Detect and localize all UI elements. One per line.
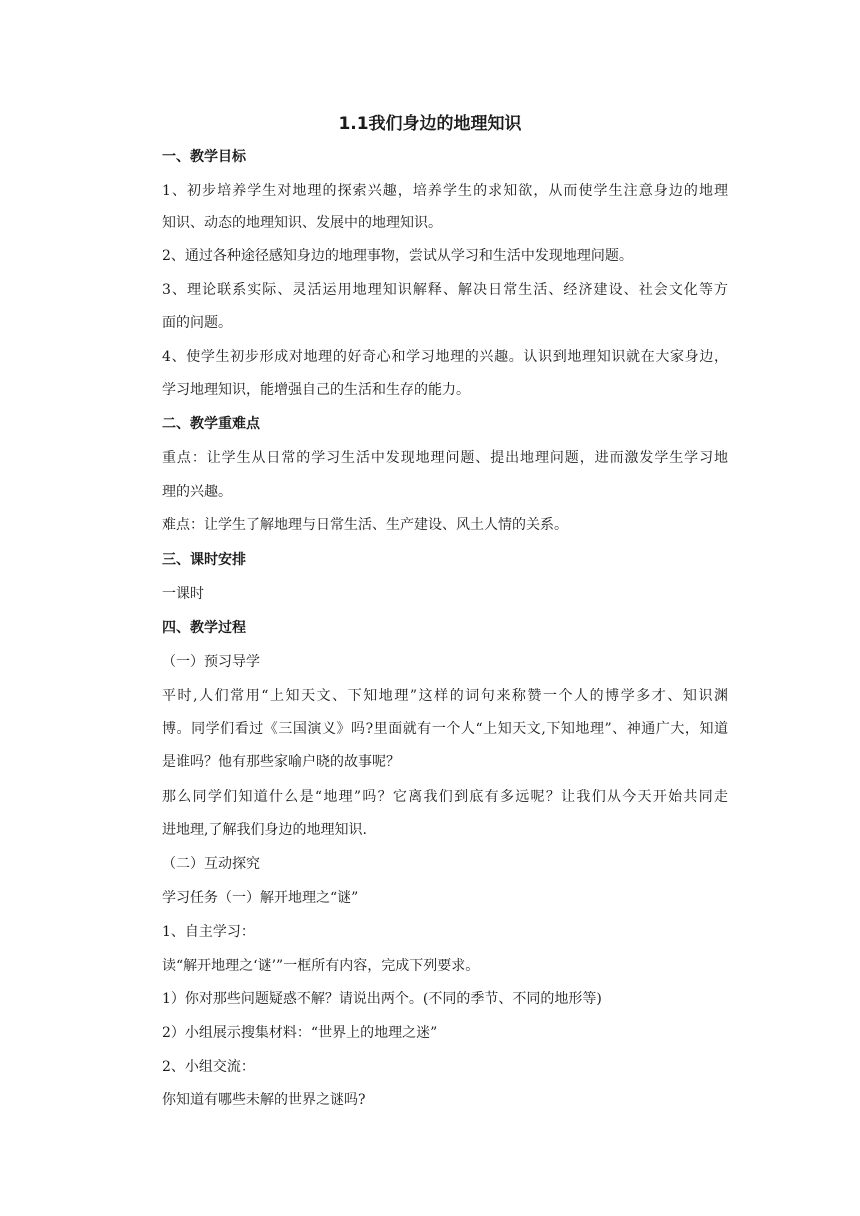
body-line: 是谁吗？他有那些家喻户晓的故事呢？ — [162, 754, 400, 770]
body-line: 一、教学目标 — [162, 149, 246, 165]
body-line: 二、教学重难点 — [162, 416, 260, 432]
body-line: （一）预习导学 — [162, 654, 260, 670]
body-line: 进地理,了解我们身边的地理知识. — [162, 822, 367, 838]
body-line: 理的兴趣。 — [162, 484, 232, 500]
body-line: 2）小组展示搜集材料：“世界上的地理之迷” — [162, 1025, 438, 1041]
body-line: 学习任务（一）解开地理之“谜” — [162, 890, 359, 906]
body-line: 学习地理知识，能增强自己的生活和生存的能力。 — [162, 382, 470, 398]
body-line: 你知道有哪些未解的世界之谜吗? — [162, 1092, 366, 1108]
body-line: 那么同学们知道什么是“地理”吗？它离我们到底有多远呢？让我们从今天开始共同走 — [162, 789, 728, 805]
body-line: 博。同学们看过《三国演义》吗?里面就有一个人“上知天文,下知地理”、神通广大，知道 — [162, 721, 728, 737]
body-line: 面的问题。 — [162, 315, 232, 331]
body-line: 1）你对那些问题疑惑不解？请说出两个。(不同的季节、不同的地形等) — [162, 991, 602, 1007]
body-line: 2、小组交流： — [162, 1059, 255, 1075]
body-line: （二）互动探究 — [162, 856, 260, 872]
body-line: 重点：让学生从日常的学习生活中发现地理问题、提出地理问题，进而激发学生学习地 — [162, 450, 728, 466]
body-line: 读“解开地理之‘谜’”一框所有内容，完成下列要求。 — [162, 958, 480, 974]
body-line: 4、使学生初步形成对地理的好奇心和学习地理的兴趣。认识到地理知识就在大家身边， — [162, 349, 728, 365]
body-line: 2、通过各种途径感知身边的地理事物，尝试从学习和生活中发现地理问题。 — [162, 248, 633, 264]
body-line: 平时,人们常用“上知天文、下知地理”这样的词句来称赞一个人的博学多才、知识渊 — [162, 688, 728, 704]
body-line: 一课时 — [162, 586, 204, 602]
body-line: 三、课时安排 — [162, 552, 246, 568]
document-title: 1.1我们身边的地理知识 — [338, 114, 522, 134]
body-line: 1、初步培养学生对地理的探索兴趣，培养学生的求知欲，从而使学生注意身边的地理 — [162, 183, 728, 199]
body-line: 四、教学过程 — [162, 620, 246, 636]
body-line: 难点：让学生了解地理与日常生活、生产建设、风土人情的关系。 — [162, 517, 568, 533]
body-line: 1、自主学习： — [162, 924, 255, 940]
body-line: 3、理论联系实际、灵活运用地理知识解释、解决日常生活、经济建设、社会文化等方 — [162, 282, 728, 298]
body-line: 知识、动态的地理知识、发展中的地理知识。 — [162, 215, 442, 231]
